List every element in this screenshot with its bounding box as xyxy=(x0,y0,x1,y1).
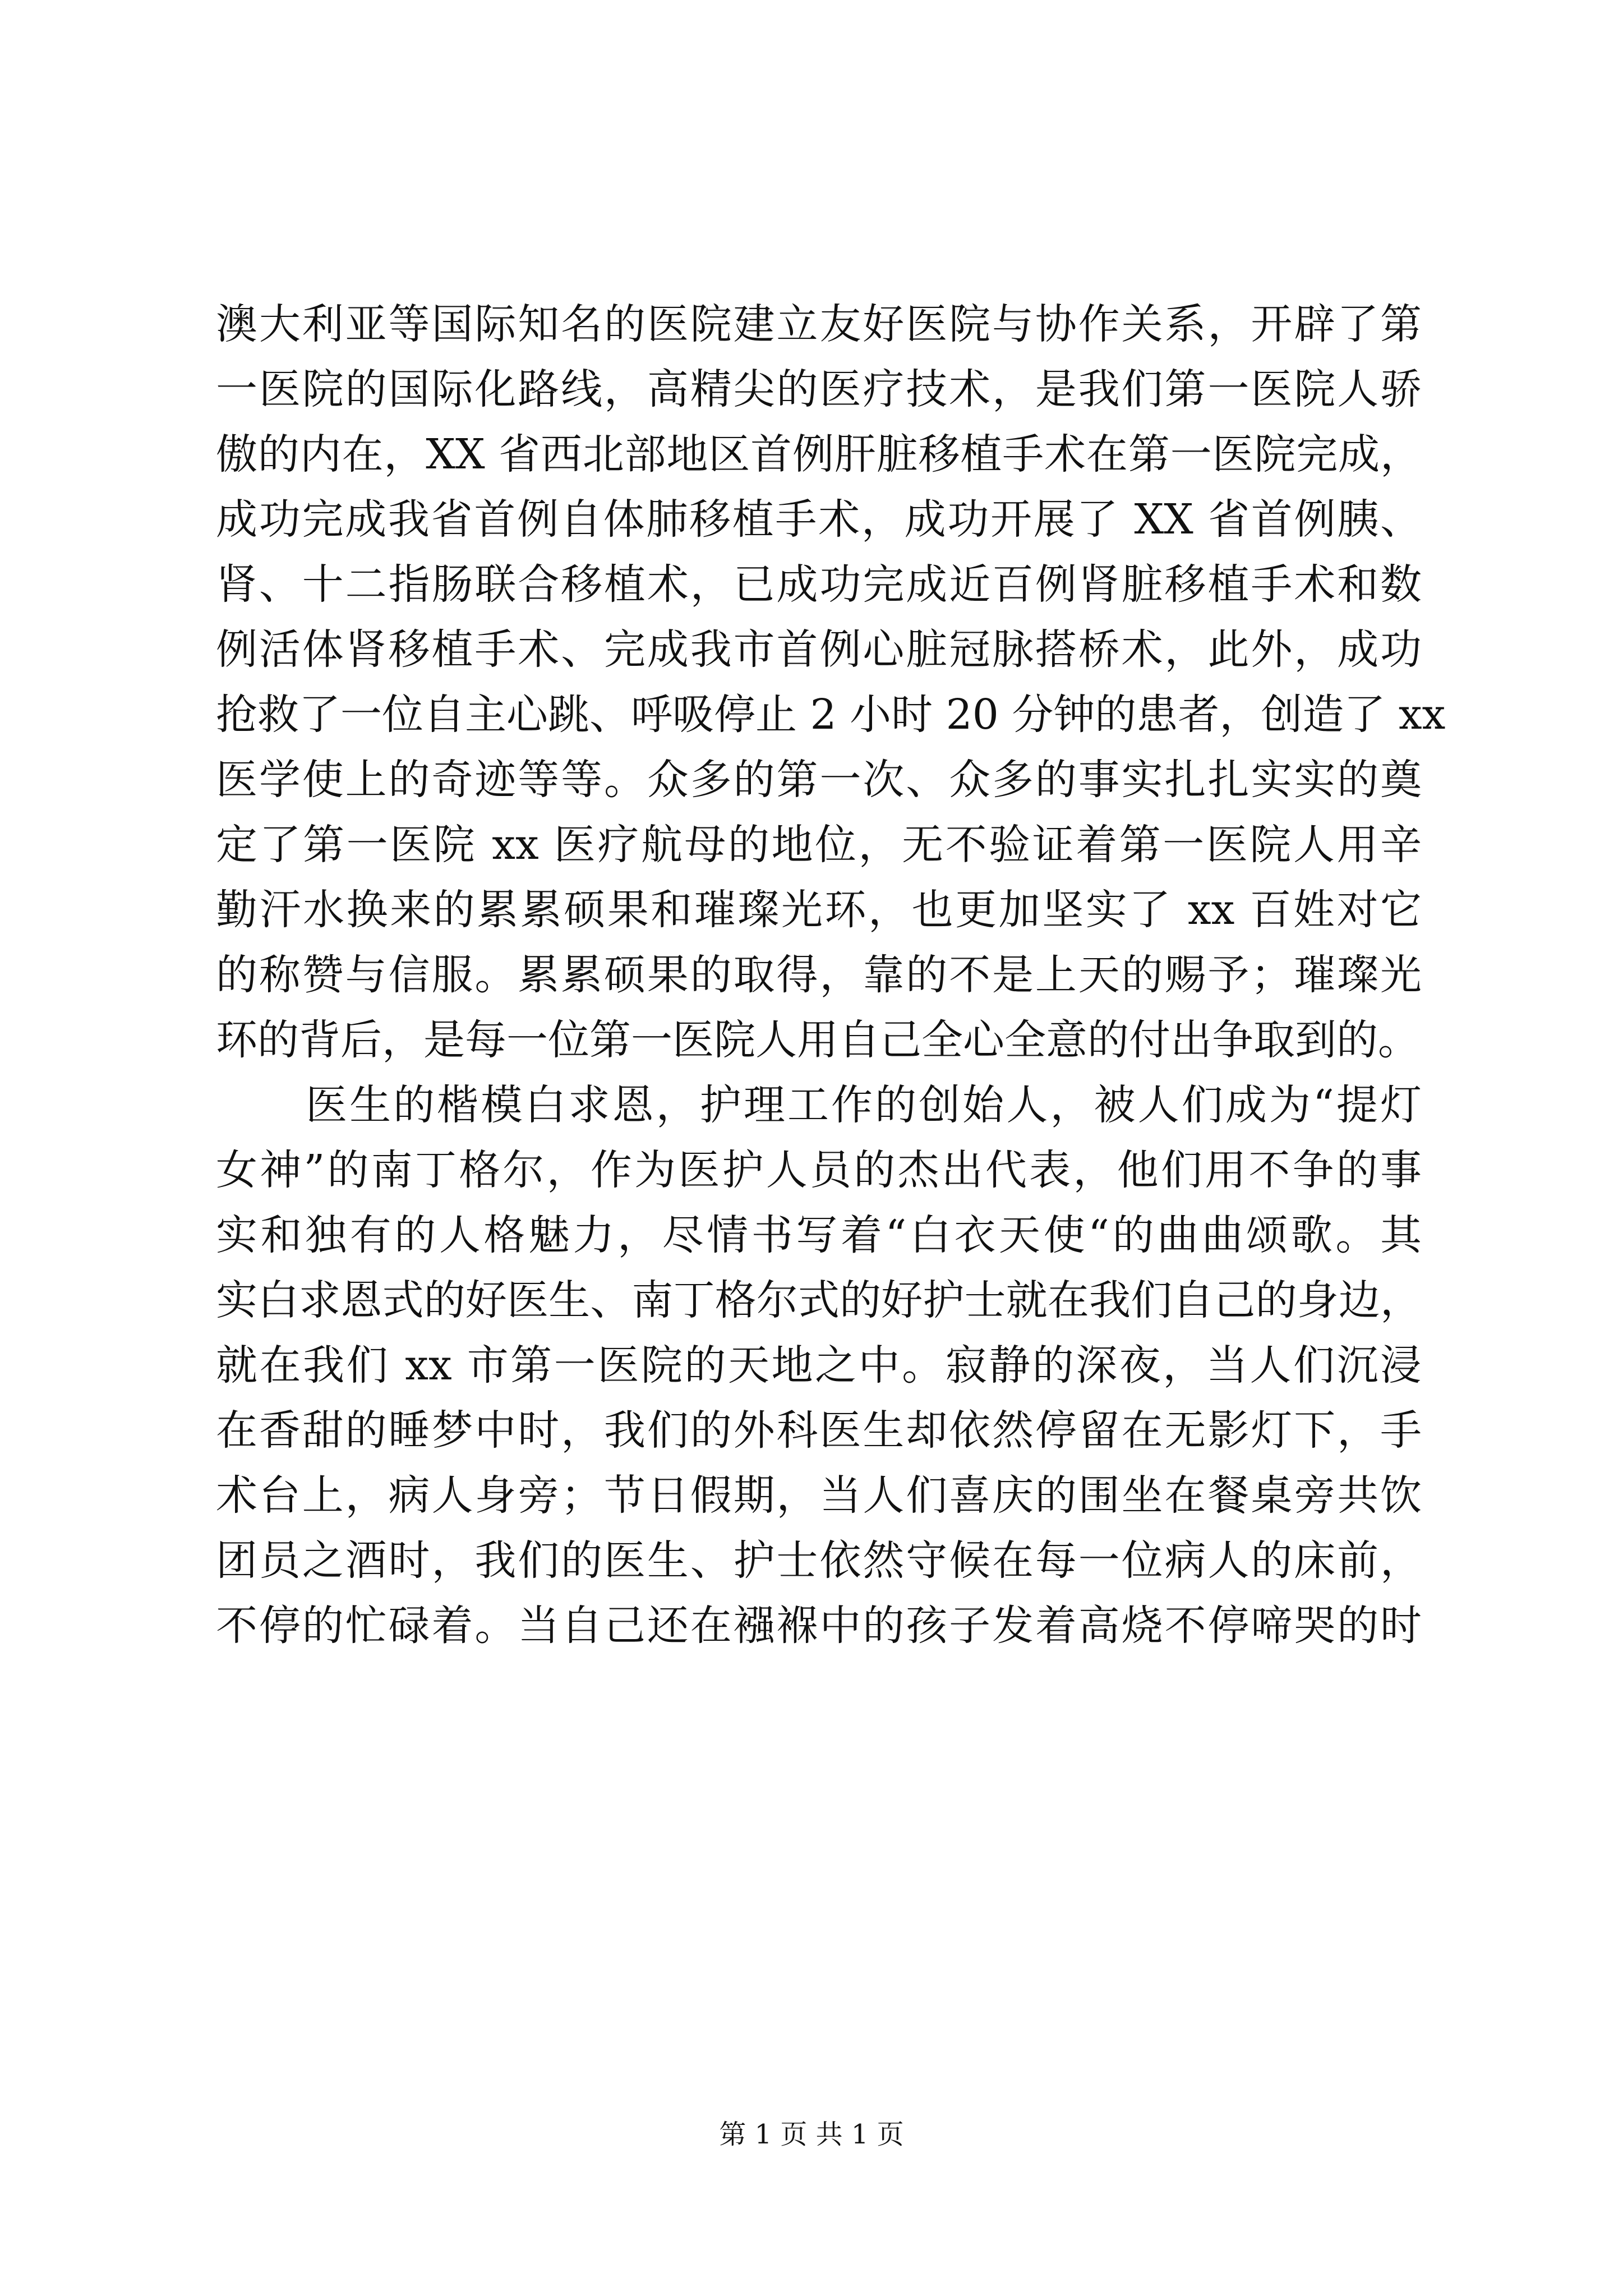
text-line: 傲的内在，XX 省西北部地区首例肝脏移植手术在第一医院完成， xyxy=(216,430,1422,478)
text-line: 成功完成我省首例自体肺移植手术，成功开展了 XX 省首例胰、 xyxy=(216,495,1422,544)
text-line: 团员之酒时，我们的医生、护士依然守候在每一位病人的床前， xyxy=(216,1536,1422,1585)
text-line: 实白求恩式的好医生、南丁格尔式的好护士就在我们自己的身边， xyxy=(216,1276,1422,1324)
text-line: 的称赞与信服。累累硕果的取得，靠的不是上天的赐予；璀璨光 xyxy=(216,951,1422,999)
text-line: 在香甜的睡梦中时，我们的外科医生却依然停留在无影灯下，手 xyxy=(216,1406,1422,1455)
text-line: 医生的楷模白求恩，护理工作的创始人，被人们成为“提灯 xyxy=(306,1081,1422,1129)
text-line: 环的背后，是每一位第一医院人用自己全心全意的付出争取到的。 xyxy=(216,1016,1419,1064)
text-line: 不停的忙碌着。当自己还在襁褓中的孩子发着高烧不停啼哭的时 xyxy=(216,1602,1422,1650)
document-body xyxy=(216,292,1446,1658)
text-line: 就在我们 xx 市第一医院的天地之中。寂静的深夜，当人们沉浸 xyxy=(216,1341,1422,1389)
text-line: 术台上，病人身旁；节日假期，当人们喜庆的围坐在餐桌旁共饮 xyxy=(216,1471,1422,1520)
text-line: 例活体肾移植手术、完成我市首例心脏冠脉搭桥术，此外，成功 xyxy=(216,625,1422,674)
paragraph-1 xyxy=(216,292,1446,1073)
text-line: 医学使上的奇迹等等。众多的第一次、众多的事实扎扎实实的奠 xyxy=(216,756,1422,804)
text-line: 澳大利亚等国际知名的医院建立友好医院与协作关系，开辟了第 xyxy=(216,300,1422,348)
text-line: 女神”的南丁格尔，作为医护人员的杰出代表，他们用不争的事 xyxy=(216,1146,1422,1194)
text-line: 实和独有的人格魅力，尽情书写着“白衣天使“的曲曲颂歌。其 xyxy=(216,1211,1422,1259)
text-line: 抢救了一位自主心跳、呼吸停止 2 小时 20 分钟的患者，创造了 xx xyxy=(216,691,1446,739)
text-line: 肾、十二指肠联合移植术，已成功完成近百例肾脏移植手术和数 xyxy=(216,560,1422,609)
text-line: 定了第一医院 xx 医疗航母的地位，无不验证着第一医院人用辛 xyxy=(216,821,1422,869)
text-line: 一医院的国际化路线，高精尖的医疗技术，是我们第一医院人骄 xyxy=(216,365,1422,413)
paragraph-2 xyxy=(216,1073,1422,1658)
text-line: 勤汗水换来的累累硕果和璀璨光环，也更加坚实了 xx 百姓对它 xyxy=(216,886,1422,934)
page-footer: 第 1 页 共 1 页 xyxy=(719,2119,904,2150)
